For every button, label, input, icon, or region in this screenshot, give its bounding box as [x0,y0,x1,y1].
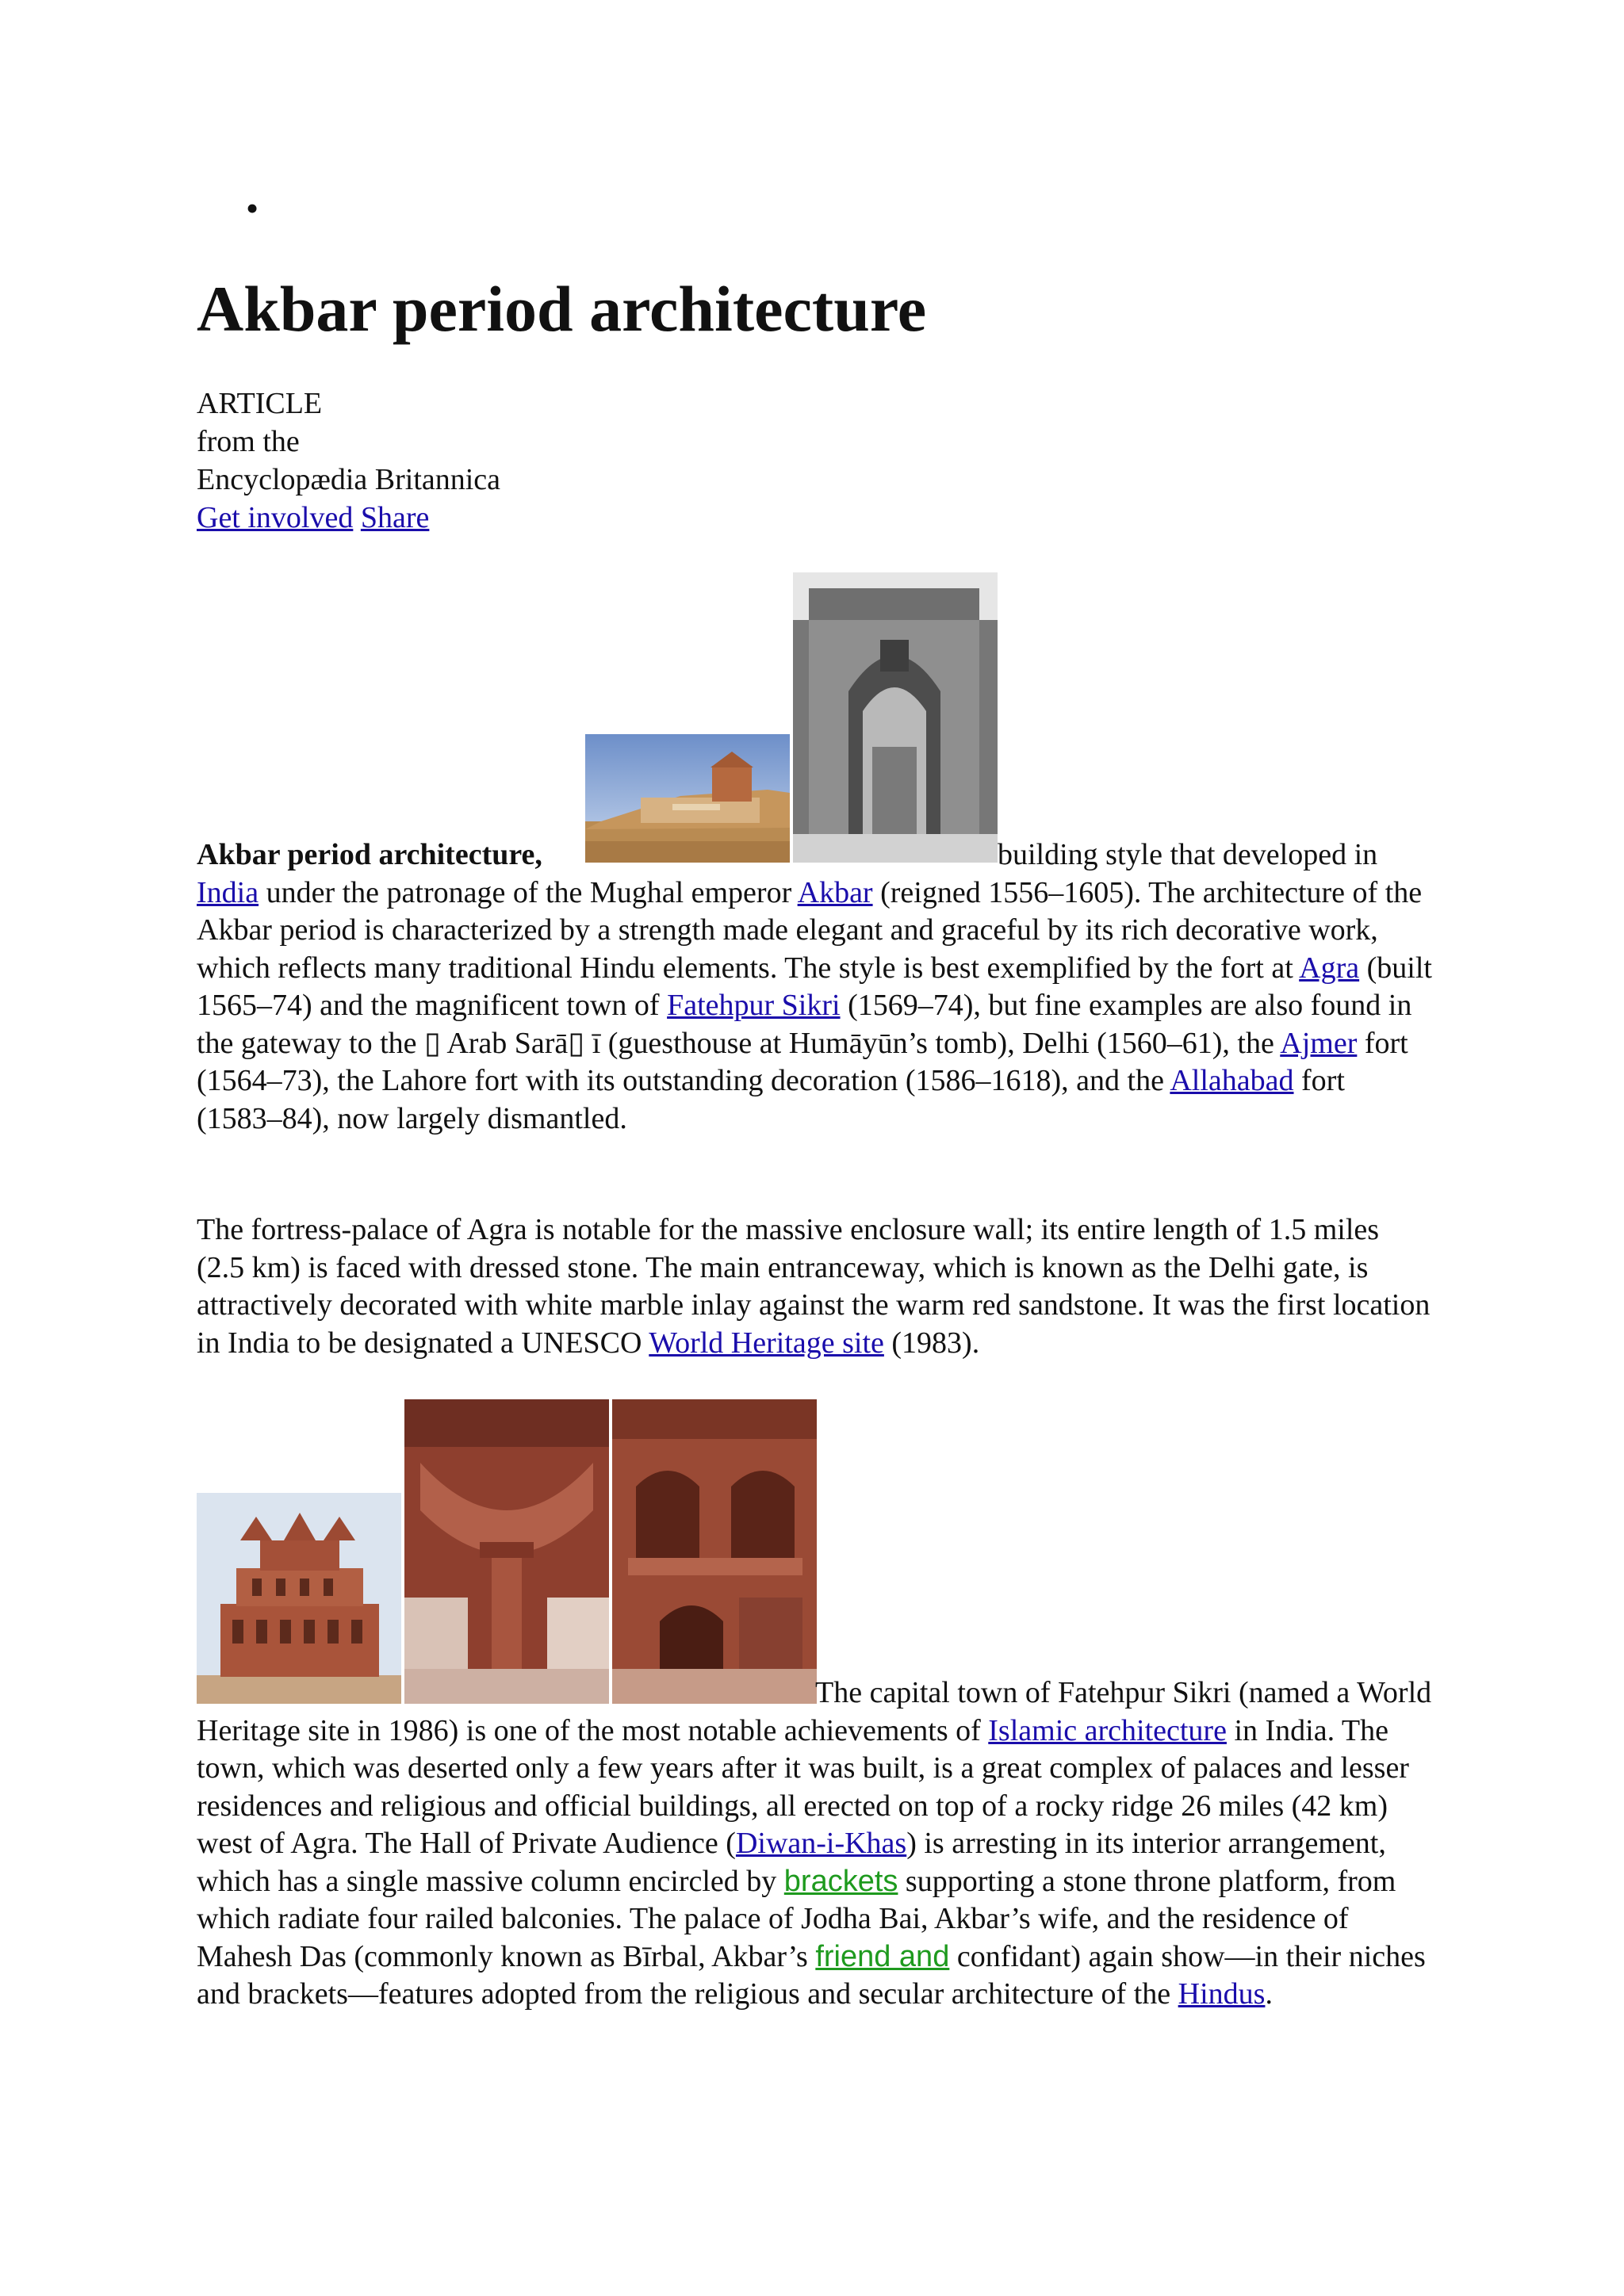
page-title: Akbar period architecture [197,273,927,345]
text-run: supporting a stone throne platform, from which radiate four railed balconies. The palace of Jodha Bai, Akbar’s wife, and the residence of Mahesh Das (commonly known as Bīrbal, Akbar’s [197,1864,1396,1973]
text-run: . [1265,1977,1273,2011]
share-link[interactable]: Share [360,501,430,534]
ajmer-link[interactable]: Ajmer [1280,1026,1358,1060]
text-run: (built 1565–74) and the magnificent town of [197,951,1432,1022]
text-run: The fortress-palace of Agra is notable for the massive enclosure wall; its entire length of 1.5 miles (2.5 km) is faced with dressed stone. The main entranceway, which is known as the Delhi gate, is attractively decorated with white marble inlay against the warm red sandstone. It was the first location in India to be designated a UNESCO [197,1213,1431,1360]
text-run: fort (1583–84), now largely dismantled. [197,1064,1345,1135]
hindus-link[interactable]: Hindus [1178,1977,1266,2011]
panch-mahal-photo[interactable] [197,1493,401,1704]
text-run: building style that developed in [998,838,1378,871]
akbar-link[interactable]: Akbar [797,875,873,909]
text-run: (reigned 1556–1605). The architecture of the Akbar period is characterized by a strength made elegant and graceful by its rich decorative work, which reflects many traditional Hindu elements. The style is best exemplified by the fort at [197,875,1423,985]
intro-lead: Akbar period architecture, [197,838,542,871]
delhi-gate-photo[interactable] [793,572,998,863]
islamic-architecture-link[interactable]: Islamic architecture [988,1713,1227,1747]
action-links [197,499,500,537]
text-run: fort (1564–73), the Lahore fort with its outstanding decoration (1586–1618), and the [197,1026,1408,1097]
image-group-agra [585,572,998,863]
text-run: The capital town of Fatehpur Sikri (named a World Heritage site in 1986) is one of the most notable achievements of [197,1676,1432,1747]
paragraph-agra-fort [197,1211,1434,1362]
diwan-i-khas-column-photo[interactable] [404,1399,609,1704]
source-label: Encyclopædia Britannica [197,463,501,496]
from-label: from the [197,425,300,458]
allahabad-link[interactable]: Allahabad [1170,1064,1294,1097]
text-run: confidant) again show—in their niches and brackets—features adopted from the religious and secular architecture of the [197,1939,1426,2011]
image-group-fatehpur [197,1399,817,1704]
fatehpur-sikri-link[interactable]: Fatehpur Sikri [667,989,841,1022]
article-type: ARTICLE [197,387,323,420]
text-run: ) is arresting in its interior arrangement, which has a single massive column encircled by [197,1827,1386,1898]
text-run: in India. The town, which was deserted only a few years after it was built, is a great complex of palaces and lesser residences and religious and official buildings, all erected on top of a rocky ridge 26 miles (42 km) west of Agra. The Hall of Private Audience ( [197,1713,1409,1860]
text-run: (1983). [883,1326,980,1360]
article-meta [197,385,500,537]
palace-interior-photo[interactable] [612,1399,817,1704]
agra-link[interactable]: Agra [1299,951,1360,985]
world-heritage-site-link[interactable]: World Heritage site [649,1326,884,1360]
diwan-i-khas-link[interactable]: Diwan-i-Khas [735,1827,907,1860]
paragraph-fatehpur-sikri [197,1674,1434,2014]
paragraph-intro [197,836,1434,1138]
text-run: under the patronage of the Mughal emperor [259,875,798,909]
india-link[interactable]: India [197,875,259,909]
list-bullet: • [246,188,259,228]
brackets-ad-link[interactable]: brackets [783,1864,898,1898]
friend-and-ad-link[interactable]: friend and [815,1939,950,1973]
get-involved-link[interactable]: Get involved [197,501,354,534]
text-run: (1569–74), but fine examples are also found in the gateway to the ▯ Arab Sarā▯ ī (guesthouse at Humāyūn’s tomb), Delhi (1560–61), the [197,989,1412,1060]
